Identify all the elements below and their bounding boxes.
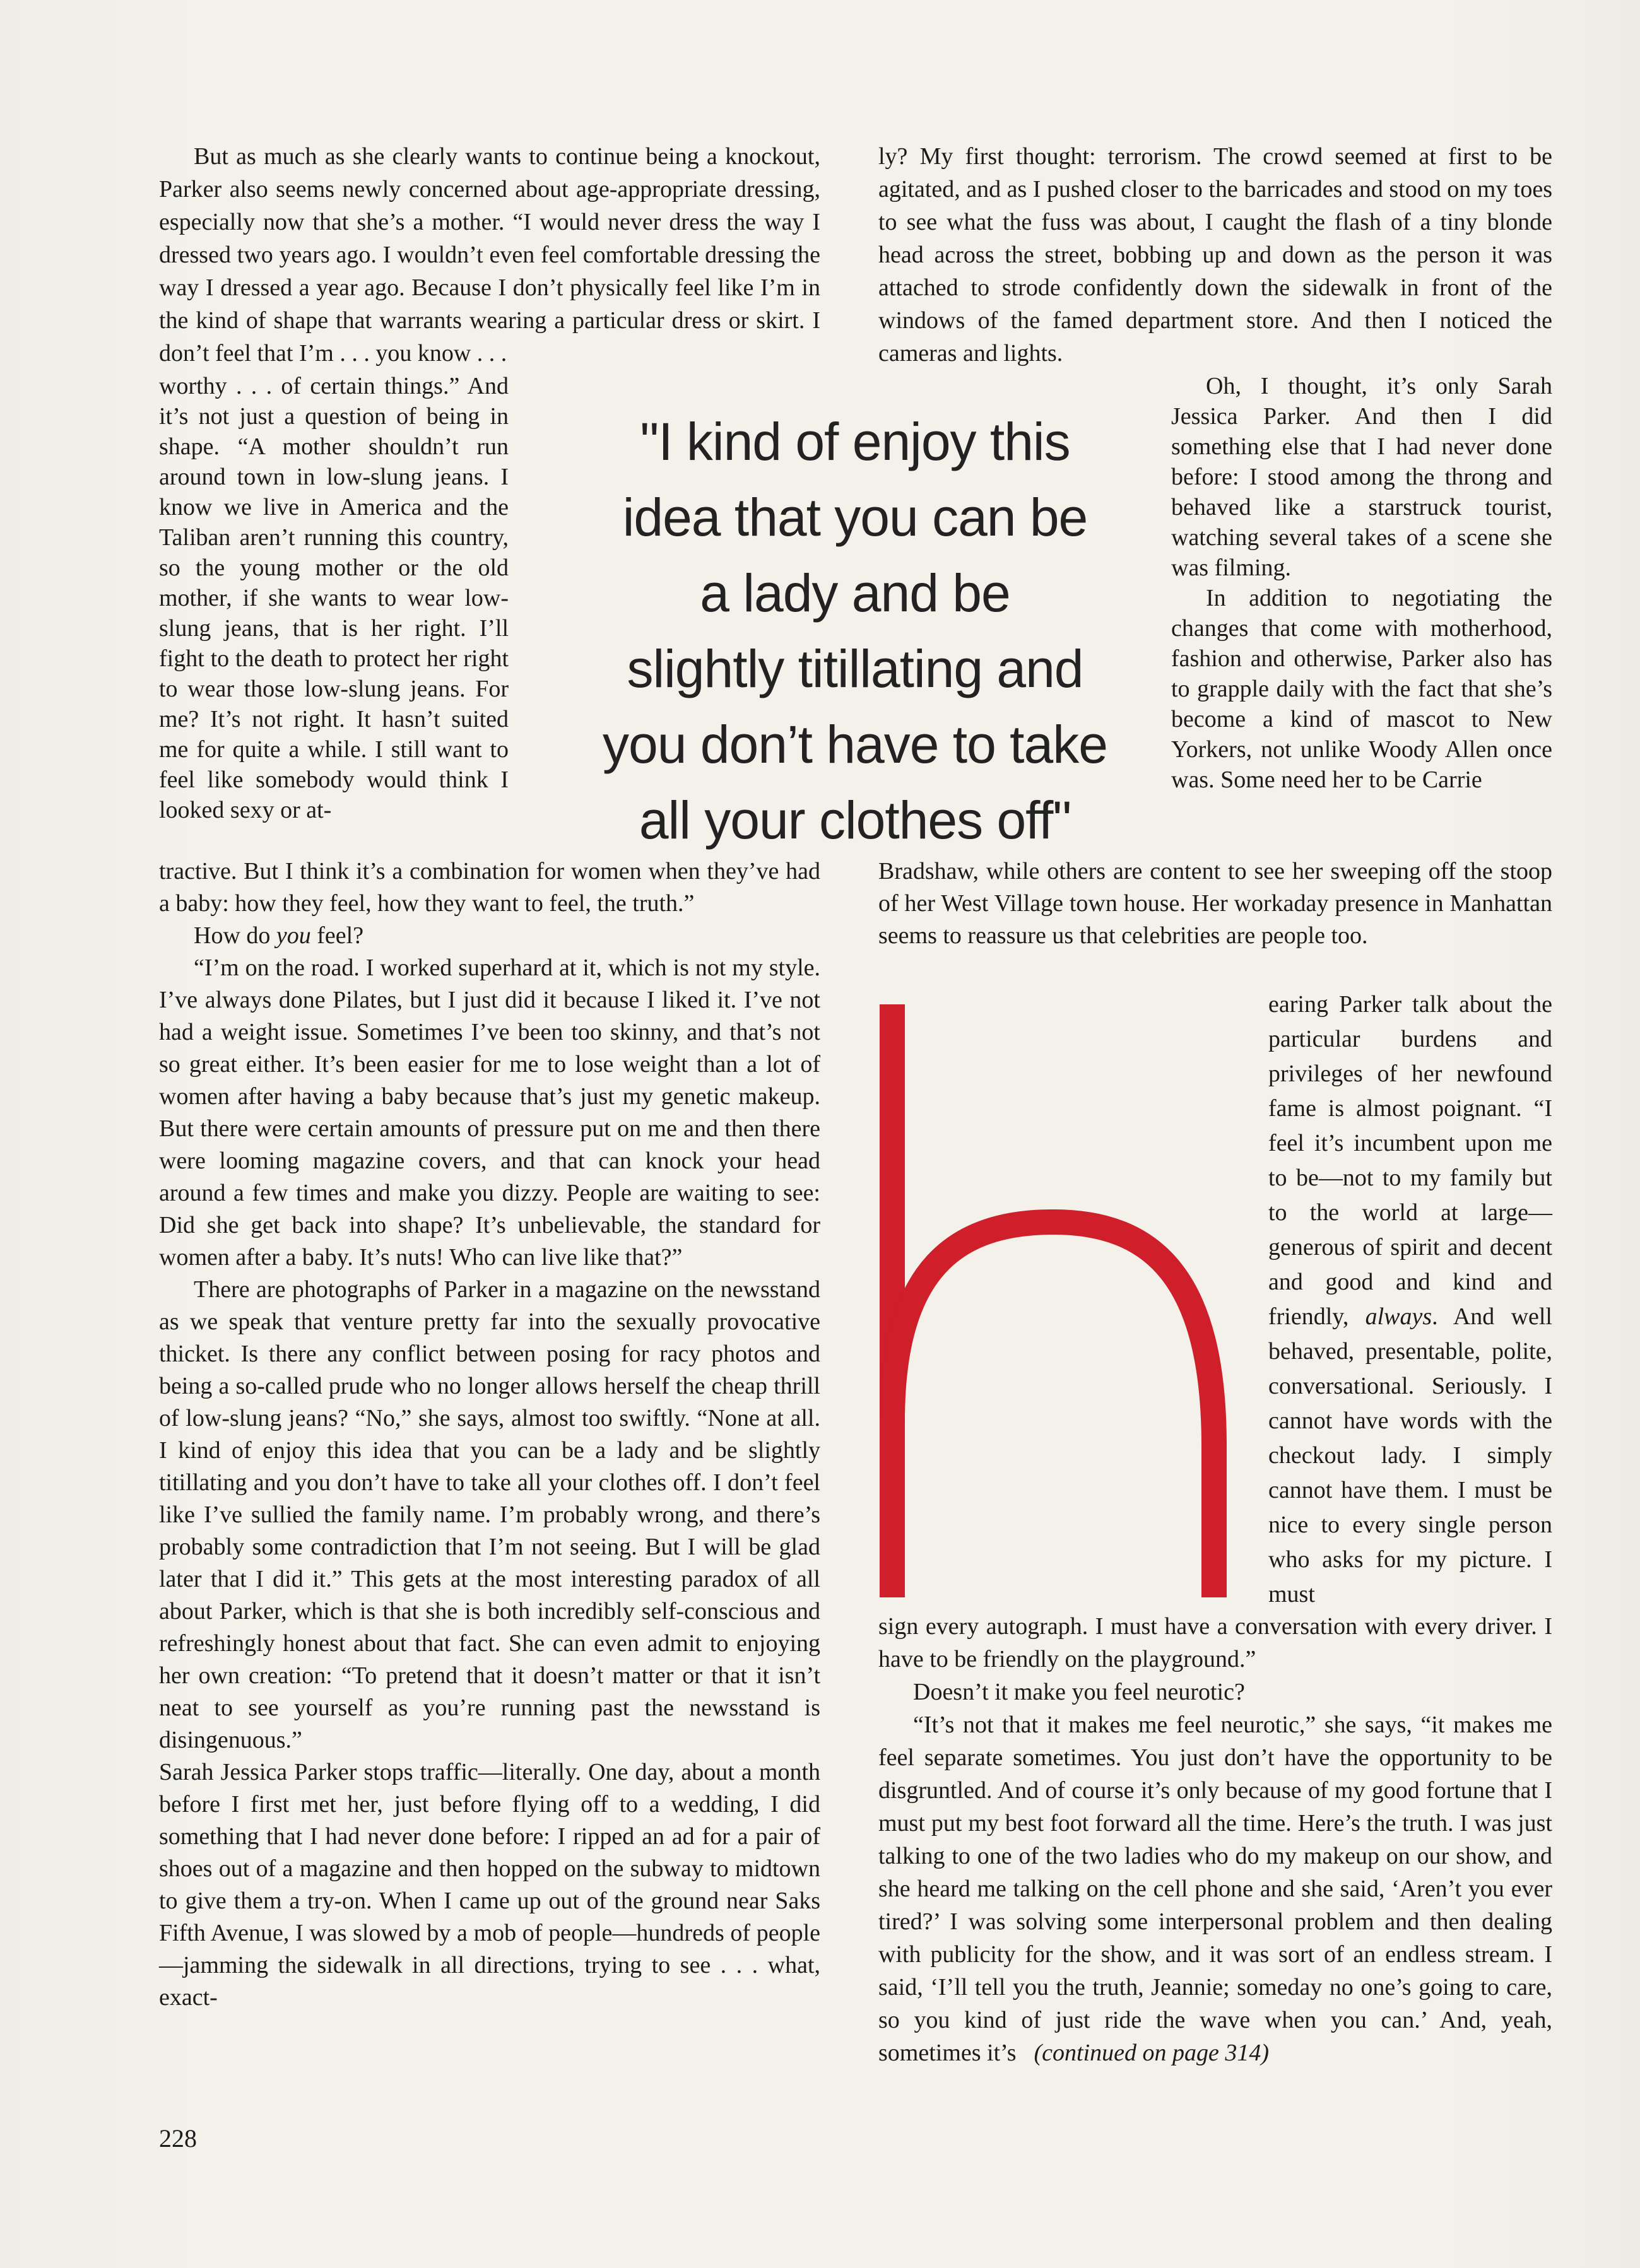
paragraph: tractive. But I think it’s a combination for women when they’ve had a baby: how they feel, how they want to feel, the truth.” <box>159 858 820 917</box>
paragraph: ly? My first thought: terrorism. The crowd seemed at first to be agitated, and as I pushed closer to the barricades and stood on my toes to see what the fuss was about, I caught the flash of a tiny blonde head across the street, bobbing up and down as the person it was attached to strode confidently down the sidewalk in front of the windows of the famed department store. And then I noticed the cameras and lights. <box>878 143 1552 367</box>
pull-quote-line: idea that you can be <box>622 488 1088 547</box>
continued-on-page-note: (continued on page 314) <box>1034 2040 1270 2066</box>
right-column-narrow-block <box>1171 371 1552 795</box>
paragraph: Sarah Jessica Parker stops traffic—literally. One day, about a month before I first met her, just before flying off to a wedding, I did something that I had never done before: I ripped an ad for a pair of shoes out of a magazine and then hopped on the subway to midtown to give them a try-on. When I came up out of the ground near Saks Fifth Avenue, I was slowed by a mob of people—hundreds of people—jamming the sidewalk in all directions, trying to see . . . what, exact- <box>159 1759 820 2011</box>
paragraph: worthy . . . of certain things.” And it’s not just a question of being in shape. “A mother shouldn’t run around town in low-slung jeans. I know we live in America and the Taliban aren’t running this country, so the young mother or the old mother, if she wants to wear low-slung jeans, that is her right. I’ll fight to the death to protect her right to wear those low-slung jeans. For me? It’s not right. It hasn’t suited me for quite a while. I still want to feel like somebody would think I looked sexy or at- <box>159 373 509 823</box>
page-number: 228 <box>159 2124 197 2153</box>
drop-cap-letter-h <box>880 1004 1239 1597</box>
paragraph <box>878 1708 1552 2069</box>
paragraph: Doesn’t it make you feel neurotic? <box>913 1679 1245 1705</box>
pull-quote-line: you don’t have to take <box>603 715 1107 774</box>
paragraph: In addition to negotiating the changes that come with motherhood, fashion and otherwise, Parker also has to grapple daily with the fact that she’s become a kind of mascot to New Yorkers, not unlike Woody Allen once was. Some need her to be Carrie <box>1171 585 1552 793</box>
body-text: “It’s not that it makes me feel neurotic,” she says, “it makes me feel separate sometimes. You just don’t have the opportunity to be disgruntled. And of course it’s only because of my good fortune that I must put my best foot forward all the time. Here’s the truth. I was just talking to one of the two ladies who do my makeup on our show, and she heard me talking on the cell phone and she said, ‘Aren’t you ever tired?’ I was solving some interpersonal problem and then dealing with publicity for the show, and it was sort of an endless stream. I said, ‘I’ll tell you the truth, Jeannie; someday no one’s going to care, so you kind of just ride the wave when you can.’ And, yeah, sometimes it’s <box>878 1712 1552 2066</box>
paragraph: “I’m on the road. I worked superhard at it, which is not my style. I’ve always done Pilates, but I just did it because I liked it. I’ve not had a weight issue. Sometimes I’ve been too skinny, and that’s not so great either. It’s been easier for me to lose weight than a lot of women after having a baby because that’s just my genetic makeup. But there were certain amounts of pressure put on me and then there were looming magazine covers, and that can knock your head around a few times and make you dizzy. People are waiting to see: Did she get back into shape? It’s unbelievable, the standard for women after a baby. It’s nuts! Who can live like that?” <box>159 955 820 1271</box>
paragraph: But as much as she clearly wants to continue being a knockout, Parker also seems newly concerned about age-appropriate dressing, especially now that she’s a mother. “I would never dress the way I dressed two years ago. I wouldn’t even feel comfortable dressing the way I dressed a year ago. Because I don’t physically feel like I’m in the kind of shape that warrants wearing a particular dress or skirt. I don’t feel that I’m . . . you know . . . <box>159 143 820 367</box>
pull-quote <box>540 404 1171 858</box>
pull-quote-line: all your clothes off" <box>639 790 1071 850</box>
paragraph: There are photographs of Parker in a magazine on the newsstand as we speak that venture pretty far into the sexually provocative thicket. Is there any conflict between posing for racy photos and being a so-called prude who no longer allows herself the cheap thrill of low-slung jeans? “No,” she says, almost too swiftly. “None at all. I kind of enjoy this idea that you can be a lady and be slightly titillating and you don’t have to take all your clothes off. I don’t feel like I’ve sullied the family name. I’m probably wrong, and there’s probably some contradiction that I’m not seeing. But I will be glad later that I did it.” This gets at the most interesting paradox of all about Parker, which is that she is both incredibly self-conscious and refreshingly honest about that fact. She can even admit to enjoying her own creation: “To pretend that it doesn’t matter or that it isn’t neat to see yourself as you’re running past the newsstand is disingenuous.” <box>159 1276 820 1753</box>
right-column-top-paragraph <box>878 140 1552 370</box>
pull-quote-line: a lady and be <box>700 563 1010 623</box>
italic-word: you <box>276 922 311 949</box>
left-column-bottom-block <box>159 855 820 2014</box>
question-text: How do <box>194 922 276 949</box>
pull-quote-line: slightly titillating and <box>627 639 1083 698</box>
pull-quote-line: "I kind of enjoy this <box>640 412 1070 471</box>
right-column-bottom-block <box>878 1610 1552 2069</box>
left-column-top-paragraph <box>159 140 820 370</box>
drop-cap-paragraph <box>1268 987 1552 1612</box>
body-text: . And well behaved, presentable, polite, conversational. Seriously. I cannot have words with the checkout lady. I simply cannot have them. I must be nice to every single person who asks for my picture. I must <box>1268 1303 1552 1607</box>
paragraph: sign every autograph. I must have a conversation with every driver. I have to be friendly on the playground.” <box>878 1613 1552 1672</box>
body-text: earing Parker talk about the particular burdens and privileges of her newfound fame is almost poignant. “I feel it’s incumbent upon me to be—not to my family but to the world at large—generous of spirit and decent and good and kind and friendly, <box>1268 991 1552 1330</box>
paragraph <box>1268 987 1552 1612</box>
paragraph: Oh, I thought, it’s only Sarah Jessica Parker. And then I did something else that I had never done before: I stood among the throng and behaved like a starstruck tourist, watching several takes of a scene she was filming. <box>1171 373 1552 581</box>
paragraph <box>159 920 820 952</box>
paragraph: Bradshaw, while others are content to see her sweeping off the stoop of her West Village town house. Her workaday presence in Manhattan seems to reassure us that celebrities are people too. <box>878 858 1552 949</box>
right-column-middle-paragraph <box>878 855 1552 952</box>
italic-word: always <box>1365 1303 1432 1330</box>
question-text: feel? <box>310 922 364 949</box>
left-column-narrow-paragraph <box>159 371 509 825</box>
